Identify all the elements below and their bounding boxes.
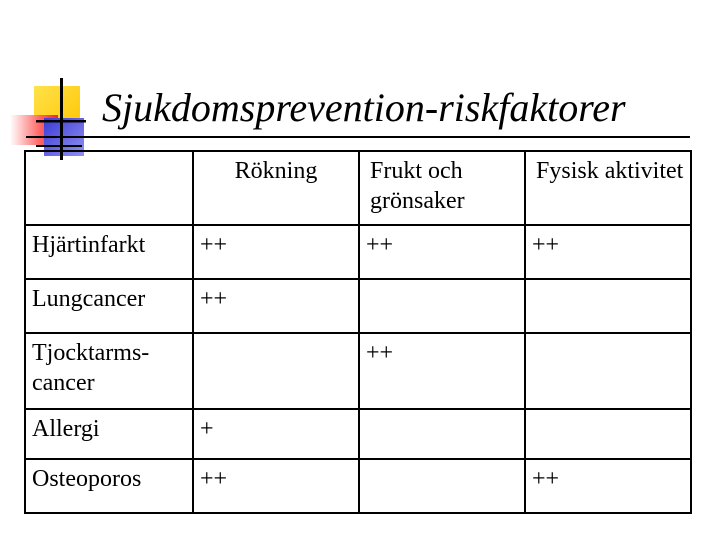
table-cell xyxy=(359,279,525,333)
table-row xyxy=(25,409,691,459)
table-cell: ++ xyxy=(359,333,525,409)
table-cell: ++ xyxy=(525,459,691,513)
header-cell-fruit-vegetables: Frukt och grönsaker xyxy=(359,151,525,225)
row-label: Allergi xyxy=(25,409,193,459)
table-row xyxy=(25,459,691,513)
table-cell xyxy=(359,459,525,513)
table-cell xyxy=(525,279,691,333)
table-cell xyxy=(525,409,691,459)
table-row xyxy=(25,225,691,279)
table-cell: ++ xyxy=(193,279,359,333)
table-cell: ++ xyxy=(359,225,525,279)
risk-factor-table xyxy=(24,150,692,514)
table-cell xyxy=(359,409,525,459)
slide-title: Sjukdomsprevention-riskfaktorer xyxy=(102,85,626,130)
table-row xyxy=(25,333,691,409)
table-row xyxy=(25,279,691,333)
row-label: Tjocktarms-cancer xyxy=(25,333,193,409)
table-cell xyxy=(193,333,359,409)
table-cell: ++ xyxy=(525,225,691,279)
table-cell: ++ xyxy=(193,225,359,279)
title-underline xyxy=(26,136,690,138)
decorative-logo-icon xyxy=(0,0,100,170)
row-label: Hjärtinfarkt xyxy=(25,225,193,279)
header-cell-physical-activity: Fysisk aktivitet xyxy=(525,151,691,225)
row-label: Lungcancer xyxy=(25,279,193,333)
table-cell: ++ xyxy=(193,459,359,513)
row-label: Osteoporos xyxy=(25,459,193,513)
table-cell: + xyxy=(193,409,359,459)
header-cell-smoking: Rökning xyxy=(193,151,359,225)
header-cell-empty xyxy=(25,151,193,225)
table-cell xyxy=(525,333,691,409)
table-header-row xyxy=(25,151,691,225)
